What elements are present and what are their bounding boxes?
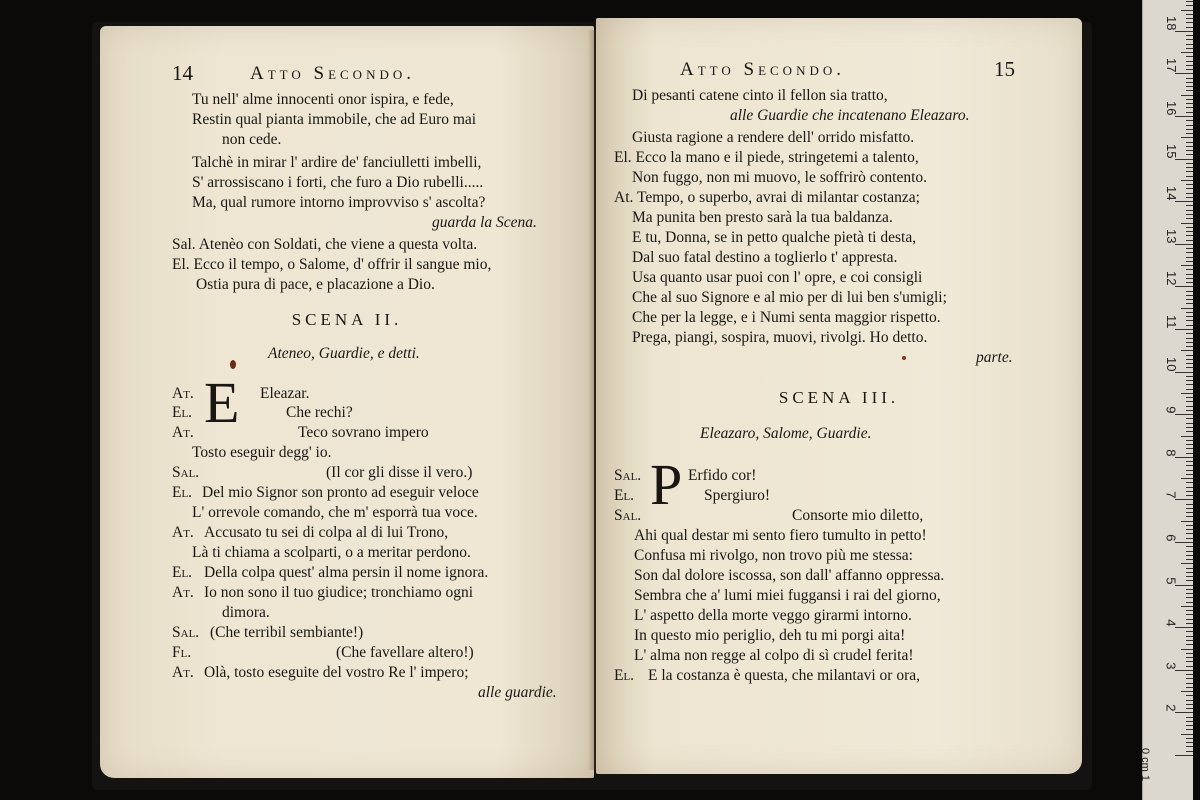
right-line-10: Usa quanto usar puoi con l' opre, e coi consigli <box>632 269 923 286</box>
ruler-tick <box>1186 82 1193 83</box>
ruler-tick <box>1181 606 1193 607</box>
right-speaker-2: El. <box>614 487 635 504</box>
ruler-tick <box>1186 389 1193 390</box>
ruler-tick <box>1186 90 1193 91</box>
ruler-tick <box>1186 22 1193 23</box>
ruler-tick <box>1186 278 1193 279</box>
ruler-tick <box>1186 188 1193 189</box>
right-dialogue-7: Sembra che a' lumi miei fuggansi i rai del giorno, <box>634 587 941 604</box>
ruler-tick <box>1186 593 1193 594</box>
ruler-tick <box>1181 478 1193 479</box>
left-line-4: Talchè in mirar l' ardire de' fanciulletti imbelli, <box>192 154 482 171</box>
ruler-tick <box>1181 308 1193 309</box>
ruler-tick <box>1186 738 1193 739</box>
ruler-tick <box>1186 69 1193 70</box>
left-running-head: Atto Secondo. <box>250 63 415 84</box>
ruler-tick <box>1186 508 1193 509</box>
ruler-tick <box>1186 465 1193 466</box>
ruler-tick <box>1181 180 1193 181</box>
ruler-tick <box>1186 482 1193 483</box>
right-dialogue-8: L' aspetto della morte veggo girarmi intorno. <box>634 607 912 624</box>
right-scene-title: SCENA III. <box>778 388 900 407</box>
right-line-13: Prega, piangi, sospira, muovi, rivolgi. Ho detto. <box>632 329 928 346</box>
ruler-tick <box>1186 363 1193 364</box>
ruler-tick <box>1186 112 1193 113</box>
ruler-tick <box>1186 725 1193 726</box>
ruler-tick <box>1186 231 1193 232</box>
ruler-tick <box>1186 533 1193 534</box>
ruler-tick <box>1186 146 1193 147</box>
ruler-tick <box>1186 355 1193 356</box>
ruler-tick <box>1181 436 1193 437</box>
ruler-tick <box>1175 670 1193 671</box>
right-stage-direction-1: alle Guardie che incatenano Eleazaro. <box>730 107 970 124</box>
left-dialogue-9: Là ti chiama a scolparti, o a meritar perdono. <box>192 544 471 561</box>
ruler-tick <box>1175 372 1193 373</box>
left-speaker-15: At. <box>172 664 194 681</box>
left-dialogue-14: (Che favellare altero!) <box>336 644 474 661</box>
ruler-tick <box>1186 18 1193 19</box>
ruler-tick <box>1186 205 1193 206</box>
ruler-tick <box>1186 210 1193 211</box>
left-dialogue-11: Io non sono il tuo giudice; tronchiamo ogni <box>204 584 474 601</box>
ruler-tick <box>1186 214 1193 215</box>
ruler-tick <box>1186 614 1193 615</box>
ruler-tick <box>1186 252 1193 253</box>
ruler-tick <box>1186 56 1193 57</box>
right-dialogue-3: Consorte mio diletto, <box>792 507 924 524</box>
right-line-5: Non fuggo, non mi muovo, le soffrirò contento. <box>632 169 928 186</box>
ruler-number: 8 <box>1163 449 1179 457</box>
ruler-tick <box>1186 551 1193 552</box>
ruler-tick <box>1175 201 1193 202</box>
left-line-3: non cede. <box>222 131 282 148</box>
ruler-tick <box>1186 218 1193 219</box>
right-scene-persons: Eleazaro, Salome, Guardie. <box>700 425 872 442</box>
ruler-tick <box>1186 423 1193 424</box>
left-scene-title: SCENA II. <box>291 310 403 329</box>
ruler-tick <box>1186 597 1193 598</box>
ruler-tick <box>1186 538 1193 539</box>
ruler-tick <box>1186 274 1193 275</box>
ruler-tick <box>1186 376 1193 377</box>
right-dialogue-9: In questo mio periglio, deh tu mi porgi aita! <box>634 627 906 644</box>
ruler-tick <box>1181 521 1193 522</box>
ruler-tick <box>1181 137 1193 138</box>
ruler-tick <box>1175 499 1193 500</box>
ruler-tick <box>1186 487 1193 488</box>
ruler-number: 18 <box>1163 15 1179 31</box>
ruler-number: 16 <box>1163 101 1179 116</box>
ruler-tick <box>1186 742 1193 743</box>
ruler-tick <box>1186 406 1193 407</box>
ruler-tick <box>1186 700 1193 701</box>
ruler-tick <box>1186 674 1193 675</box>
ruler-tick <box>1186 623 1193 624</box>
ruler-tick <box>1175 73 1193 74</box>
ruler-tick <box>1186 444 1193 445</box>
left-scene-persons: Ateneo, Guardie, e detti. <box>268 345 420 362</box>
ruler-tick <box>1181 223 1193 224</box>
ruler-tick <box>1186 410 1193 411</box>
left-speaker-14: Fl. <box>172 644 192 661</box>
ruler-number: 17 <box>1163 58 1179 73</box>
left-dialogue-2: Che rechi? <box>286 404 353 421</box>
ruler-tick <box>1186 631 1193 632</box>
ruler-tick <box>1186 653 1193 654</box>
ruler-number: 3 <box>1163 662 1179 670</box>
ruler-tick <box>1186 453 1193 454</box>
ruler-tick <box>1186 129 1193 130</box>
ruler-tick <box>1186 342 1193 343</box>
ruler-tick <box>1186 142 1193 143</box>
right-dialogue-6: Son dal dolore iscossa, son dall' affanno oppressa. <box>634 567 945 584</box>
ruler-tick <box>1186 14 1193 15</box>
ruler-tick <box>1181 52 1193 53</box>
left-stage-direction-2: alle guardie. <box>478 684 557 701</box>
right-line-3: Giusta ragione a rendere dell' orrido misfatto. <box>632 129 915 146</box>
ruler-tick <box>1186 721 1193 722</box>
ruler-tick <box>1186 729 1193 730</box>
ruler-tick <box>1186 320 1193 321</box>
right-speaker-3: Sal. <box>614 507 642 524</box>
right-line-7: Ma punita ben presto sarà la tua baldanza. <box>632 209 893 226</box>
left-dialogue-5: (Il cor gli disse il vero.) <box>326 464 473 481</box>
ruler-tick <box>1186 325 1193 326</box>
ruler-tick <box>1186 5 1193 6</box>
ruler-tick <box>1186 427 1193 428</box>
ruler-tick <box>1175 31 1193 32</box>
ruler-tick <box>1186 644 1193 645</box>
ruler-tick <box>1181 393 1193 394</box>
ruler-tick <box>1186 167 1193 168</box>
ruler-tick <box>1186 120 1193 121</box>
left-dialogue-10: Della colpa quest' alma persin il nome ignora. <box>204 564 489 581</box>
ruler-number: 4 <box>1163 619 1179 627</box>
right-line-9: Dal suo fatal destino a toglierlo t' appresta. <box>632 249 898 266</box>
left-speaker-6: El. <box>172 484 193 501</box>
ruler-tick <box>1186 257 1193 258</box>
ruler-tick <box>1186 687 1193 688</box>
left-page <box>100 26 594 778</box>
ruler-tick <box>1186 333 1193 334</box>
right-dialogue-4: Ahi qual destar mi sento fiero tumulto in petto! <box>634 527 927 544</box>
left-dialogue-13: (Che terribil sembiante!) <box>210 624 364 641</box>
ruler-tick <box>1186 512 1193 513</box>
ruler-tick <box>1186 303 1193 304</box>
ruler-tick <box>1186 193 1193 194</box>
left-line-5: S' arrossiscano i forti, che furo a Dio rubelli..... <box>192 174 484 191</box>
ruler-tick <box>1175 755 1193 756</box>
ruler-tick <box>1186 529 1193 530</box>
right-running-head: Atto Secondo. <box>680 59 845 80</box>
left-line-6: Ma, qual rumore intorno improvviso s' ascolta? <box>192 194 486 211</box>
ruler-tick <box>1186 568 1193 569</box>
ruler-tick <box>1186 1 1193 2</box>
ruler-tick <box>1175 159 1193 160</box>
ruler-tick <box>1186 572 1193 573</box>
ruler-tick <box>1186 240 1193 241</box>
ruler-tick <box>1186 171 1193 172</box>
left-dialogue-8: Accusato tu sei di colpa al di lui Trono, <box>204 524 449 541</box>
ruler-tick <box>1186 227 1193 228</box>
left-stage-direction-1: guarda la Scena. <box>432 214 537 231</box>
right-line-6: At. Tempo, o superbo, avrai di milantar costanza; <box>614 189 920 206</box>
ruler-tick <box>1186 316 1193 317</box>
ruler-tick <box>1186 619 1193 620</box>
ruler-tick <box>1186 397 1193 398</box>
ruler-tick <box>1186 125 1193 126</box>
ruler-tick <box>1186 576 1193 577</box>
right-line-8: E tu, Donna, se in petto qualche pietà ti desta, <box>632 229 917 246</box>
left-line-8: Sal. Atenèo con Soldati, che viene a questa volta. <box>172 236 478 253</box>
ruler-tick <box>1186 491 1193 492</box>
ruler-tick <box>1186 197 1193 198</box>
right-page <box>596 18 1082 774</box>
ruler-tick <box>1175 286 1193 287</box>
ruler-tick <box>1186 65 1193 66</box>
right-line-1: Di pesanti catene cinto il fellon sia tratto, <box>632 87 888 104</box>
ink-stain <box>230 360 236 369</box>
ruler-tick <box>1186 338 1193 339</box>
ruler-tick <box>1186 610 1193 611</box>
ruler-tick <box>1181 649 1193 650</box>
ruler-tick <box>1186 367 1193 368</box>
ruler-tick <box>1186 39 1193 40</box>
ruler-tick <box>1186 661 1193 662</box>
ruler-tick <box>1186 248 1193 249</box>
right-dialogue-10: L' alma non regge al colpo di sì crudel ferita! <box>634 647 914 664</box>
right-dropcap: P <box>650 452 683 517</box>
left-dropcap: E <box>204 370 240 435</box>
ruler-tick <box>1181 563 1193 564</box>
ruler-tick <box>1186 470 1193 471</box>
ruler-tick <box>1186 474 1193 475</box>
ruler-tick <box>1186 103 1193 104</box>
ruler-tick <box>1181 350 1193 351</box>
left-speaker-13: Sal. <box>172 624 200 641</box>
ruler-number: 15 <box>1163 143 1179 159</box>
left-speaker-1: At. <box>172 385 194 402</box>
ruler-tick <box>1186 555 1193 556</box>
left-dialogue-7: L' orrevole comando, che m' esporrà tua voce. <box>192 504 478 521</box>
ruler-tick <box>1186 461 1193 462</box>
ruler-number: 5 <box>1163 576 1179 585</box>
ruler-tick <box>1186 666 1193 667</box>
ruler-tick <box>1186 48 1193 49</box>
left-line-1: Tu nell' alme innocenti onor ispira, e fede, <box>192 91 454 108</box>
ruler-tick <box>1186 291 1193 292</box>
left-line-9: El. Ecco il tempo, o Salome, d' offrir il sangue mio, <box>172 256 492 273</box>
left-speaker-8: At. <box>172 524 194 541</box>
ruler-tick <box>1186 380 1193 381</box>
measuring-ruler <box>1139 0 1193 800</box>
ruler-tick <box>1181 691 1193 692</box>
ruler-tick <box>1186 559 1193 560</box>
ruler-tick <box>1175 244 1193 245</box>
ruler-tick <box>1186 99 1193 100</box>
ruler-tick <box>1181 10 1193 11</box>
ruler-tick <box>1186 86 1193 87</box>
left-dialogue-6: Del mio Signor son pronto ad eseguir veloce <box>202 484 479 501</box>
ruler-tick <box>1175 329 1193 330</box>
ruler-tick <box>1186 133 1193 134</box>
ruler-tick <box>1186 504 1193 505</box>
ruler-tick <box>1186 448 1193 449</box>
left-line-2: Restin qual pianta immobile, che ad Euro mai <box>192 111 477 128</box>
ruler-tick <box>1186 717 1193 718</box>
ruler-tick <box>1186 602 1193 603</box>
right-line-12: Che per la legge, e i Numi senta maggior rispetto. <box>632 309 941 326</box>
ruler-tick <box>1186 235 1193 236</box>
ruler-tick <box>1186 546 1193 547</box>
ruler-tick <box>1186 269 1193 270</box>
ruler-tick <box>1186 35 1193 36</box>
ruler-tick <box>1186 495 1193 496</box>
ruler-number: 9 <box>1163 406 1179 414</box>
left-dialogue-4: Tosto eseguir degg' io. <box>192 444 332 461</box>
ruler-tick <box>1186 751 1193 752</box>
ruler-tick <box>1186 359 1193 360</box>
right-line-11: Che al suo Signore e al mio per di lui ben s'umigli; <box>632 289 947 306</box>
ruler-tick <box>1181 734 1193 735</box>
ruler-tick <box>1186 704 1193 705</box>
ruler-tick <box>1186 636 1193 637</box>
ruler-number: 12 <box>1163 271 1179 286</box>
ruler-tick <box>1186 384 1193 385</box>
right-stage-direction-2: parte. <box>976 349 1013 366</box>
ruler-tick <box>1186 516 1193 517</box>
left-speaker-3: At. <box>172 424 194 441</box>
right-speaker-11: El. <box>614 667 635 684</box>
ruler-tick <box>1175 457 1193 458</box>
ruler-tick <box>1186 61 1193 62</box>
ruler-tick <box>1186 346 1193 347</box>
right-dialogue-11: E la costanza è questa, che milantavi or ora, <box>648 667 920 684</box>
ruler-number: 6 <box>1163 534 1179 542</box>
ruler-tick <box>1186 27 1193 28</box>
right-dialogue-5: Confusa mi rivolgo, non trovo più me stessa: <box>634 547 913 564</box>
ruler-tick <box>1186 150 1193 151</box>
ruler-tick <box>1175 585 1193 586</box>
right-page-number: 15 <box>994 57 1015 81</box>
ruler-tick <box>1186 746 1193 747</box>
ruler-tick <box>1175 542 1193 543</box>
ruler-tick <box>1186 107 1193 108</box>
ruler-tick <box>1186 525 1193 526</box>
ruler-tick <box>1175 116 1193 117</box>
ruler-tick <box>1186 154 1193 155</box>
ruler-tick <box>1186 163 1193 164</box>
left-dialogue-3: Teco sovrano impero <box>298 424 429 441</box>
ruler-tick <box>1186 431 1193 432</box>
ruler-tick <box>1175 414 1193 415</box>
left-dialogue-15: Olà, tosto eseguite del vostro Re l' impero; <box>204 664 469 681</box>
ruler-tick <box>1181 95 1193 96</box>
left-speaker-11: At. <box>172 584 194 601</box>
ruler-tick <box>1175 627 1193 628</box>
ruler-tick <box>1175 712 1193 713</box>
ruler-tick <box>1186 695 1193 696</box>
ruler-tick <box>1186 683 1193 684</box>
left-dialogue-12: dimora. <box>222 604 270 621</box>
ruler-number: 11 <box>1163 315 1179 329</box>
ruler-tick <box>1186 44 1193 45</box>
ruler-number: 7 <box>1163 491 1179 499</box>
ruler-tick <box>1186 401 1193 402</box>
ruler-tick <box>1186 299 1193 300</box>
ruler-tick <box>1186 78 1193 79</box>
ruler-tick <box>1186 295 1193 296</box>
ruler-tick <box>1186 176 1193 177</box>
ruler-tick <box>1186 184 1193 185</box>
ruler-number: 13 <box>1163 228 1179 244</box>
left-page-number: 14 <box>172 61 193 85</box>
ruler-tick <box>1186 708 1193 709</box>
ruler-tick <box>1186 640 1193 641</box>
left-dialogue-1: Eleazar. <box>260 385 310 402</box>
right-line-4: El. Ecco la mano e il piede, stringetemi a talento, <box>614 149 919 166</box>
ruler-tick <box>1186 678 1193 679</box>
ruler-tick <box>1186 580 1193 581</box>
left-speaker-2: El. <box>172 404 193 421</box>
ruler-tick <box>1186 282 1193 283</box>
left-line-10: Ostia pura di pace, e placazione a Dio. <box>196 276 435 293</box>
ruler-number: 2 <box>1163 704 1179 712</box>
ruler-number: 10 <box>1163 356 1179 372</box>
ruler-tick <box>1186 440 1193 441</box>
ruler-tick <box>1181 265 1193 266</box>
ruler-tick <box>1186 261 1193 262</box>
right-speaker-1: Sal. <box>614 467 642 484</box>
ruler-tick <box>1186 589 1193 590</box>
left-speaker-10: El. <box>172 564 193 581</box>
ruler-tick <box>1186 657 1193 658</box>
ruler-unit-label: 0 cm 1 <box>1139 748 1151 782</box>
right-dialogue-1: Erfido cor! <box>688 467 757 484</box>
ruler-tick <box>1186 312 1193 313</box>
ruler-number: 14 <box>1163 186 1179 201</box>
ink-speck <box>902 356 906 360</box>
right-dialogue-2: Spergiuro! <box>704 487 771 504</box>
ruler-tick <box>1186 418 1193 419</box>
left-speaker-5: Sal. <box>172 464 200 481</box>
